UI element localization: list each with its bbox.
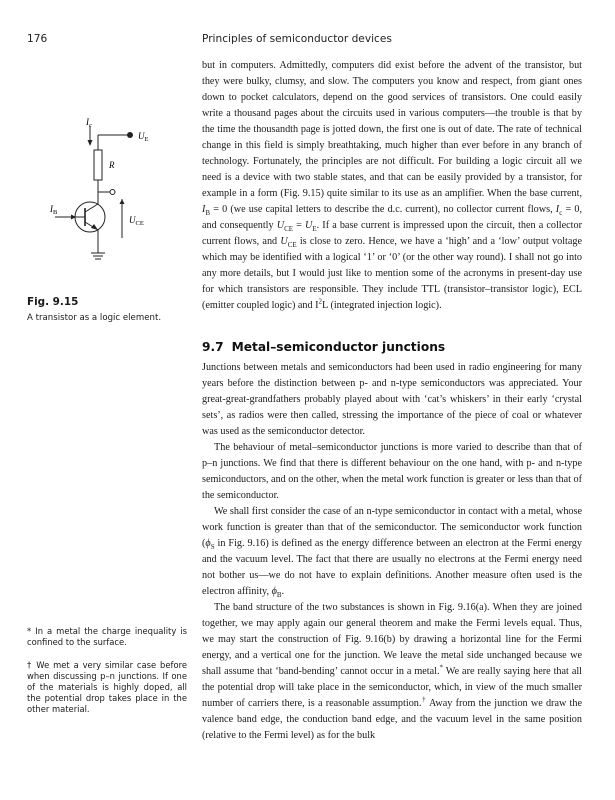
figure-caption-text: A transistor as a logic element. <box>27 313 162 323</box>
label-ue: $U_E$ <box>138 131 149 143</box>
footnote-pn-junctions: † We met a very similar case before when discussing p–n junctions. If one of the materials is highly doped, all the potential drop takes place in the other material. <box>27 660 188 714</box>
uce-arrow-head <box>120 199 125 204</box>
main-text-top <box>202 58 582 314</box>
transistor-collector-lead <box>85 204 98 212</box>
section-heading: 9.7 Metal–semiconductor junctions <box>202 340 446 354</box>
resistor-r <box>94 150 102 180</box>
footnote-metal-charge: * In a metal the charge inequality is confined to the surface. <box>27 626 187 647</box>
paragraph-band-structure: The band structure of the two substances is shown in Fig. 9.16(a). When they are joined together, we may apply again our general theorem and make the Fermi levels equal. Thus, we may start the construction of Fig. 9.16(b) by drawing a horizontal line for the Fermi energy, and a vertical one for the junction. We leave the metal side unchanged because we shall assume that ‘band-bending’ cannot occur in a metal.* We are really saying here that all the potential drop will take place in the semiconductor, which, in view of the much smaller number of carriers there, is a reasonable assumption.† Away from the junction we draw the valence band edge, the conduction band edge, and the vacuum level in the same position (relative to the Fermi level) as for the bulk <box>202 602 583 741</box>
label-ib: $I_B$ <box>50 204 58 216</box>
paragraph-behaviour: The behaviour of metal–semiconductor junctions is more varied to describe than that of p–n junctions. We find that there is different behaviour on the one hand, with p- and n-type semiconductors, and on the other, when the metal work function is greater or less than that of the semiconductor. <box>202 442 582 501</box>
supply-terminal <box>127 132 133 138</box>
figure-caption-title: Fig. 9.15 <box>27 296 79 308</box>
output-terminal <box>110 190 115 195</box>
paragraph-junction-history: Junctions between metals and semiconductors had been used in radio engineering for many years before the distinction between p- and n-type semiconductors was appreciated. Your great-great-grandfathers probably played about with ‘cat’s whiskers’ in their early ‘crystal sets’, as radios were then called, stressing the importance of the piece of coal or whatever was used as the semiconductor detector. <box>202 362 582 437</box>
ic-arrow-head <box>88 140 93 146</box>
paragraph-work-function: We shall first consider the case of an n-type semiconductor in contact with a metal, whose work function is greater than that of the semiconductor. The semiconductor work function ($\phi_S$ in Fig. 9.16) is defined as the energy difference between an electron at the Fermi energy and the vacuum level. The fact that there are usually no electrons at the Fermi energy need not bother us—we do not have to explain definitions. Another measure often used is the electron affinity, $\phi_B$. <box>202 506 582 600</box>
paragraph-computers: but in computers. Admittedly, computers did exist before the advent of the transistor, but they were bulky, clumsy, and slow. The computers you know and respect, from giant ones down to pocket calculators, depend on the good services of transistors. One could easily write a thousand pages about the circuits used in various computers—the trouble is that by the time the thousandth page is jotted down, the first one is out of date. The rate of technical change in this field is simply breathtaking, much higher than ever before in any branch of technology. Fortunately, the principles are not difficult. For building a logic circuit all we need is a device with two stable states, and that can be easily provided by a transistor, for example in a form (Fig. 9.15) quite similar to its use as an amplifier. When the base current, $I_B = 0$ (we use capital letters to describe the d.c. current), no collector current flows, $I_c = 0$, and consequently $U_{CE} = U_E$. If a base current is impressed upon the circuit, then a collector current flows, and $U_{CE}$ is close to zero. Hence, we have a ‘high’ and a ‘low’ output voltage which may be identified with a logical ‘1’ or ‘0’ (or the other way round). I shall not go into any more details, but I would just like to mention some of the acronyms in present-day use for which transistors are responsible. They include TTL (transistor–transistor logic), ECL (emitter coupled logic) and $I^2L$ (integrated injection logic). <box>202 60 583 311</box>
emitter-arrow-head <box>91 224 98 230</box>
label-uce: $U_{CE}$ <box>129 215 144 227</box>
label-ic: $I_c$ <box>86 117 92 129</box>
page-number: 176 <box>27 33 48 45</box>
circuit-diagram <box>30 112 190 292</box>
main-text-section <box>202 360 582 744</box>
running-title: Principles of semiconductor devices <box>202 33 392 45</box>
label-r: R <box>109 160 115 170</box>
figure-transistor-circuit <box>30 112 190 292</box>
